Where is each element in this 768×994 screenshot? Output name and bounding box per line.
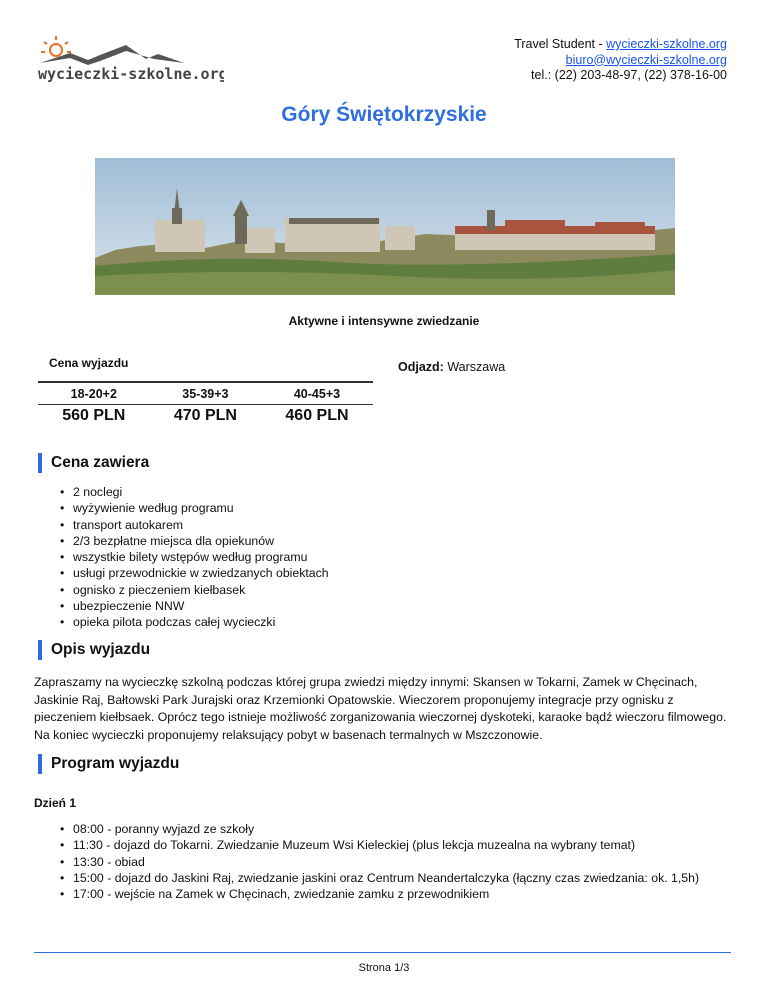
company-logo[interactable] bbox=[34, 33, 224, 85]
list-item: • transport autokarem bbox=[60, 517, 329, 533]
price-value: 560 PLN bbox=[62, 407, 126, 424]
list-item: • usługi przewodnickie w zwiedzanych obiektach bbox=[60, 565, 329, 581]
includes-list bbox=[60, 484, 329, 631]
program-heading: Program wyjazdu bbox=[38, 754, 179, 774]
price-label: Cena wyjazdu bbox=[49, 356, 129, 370]
list-item: • 17:00 - wejście na Zamek w Chęcinach, zwiedzanie zamku z przewodnikiem bbox=[60, 886, 699, 902]
list-item: • ubezpieczenie NNW bbox=[60, 598, 329, 614]
phone-text: tel.: (22) 203-48-97, (22) 378-16-00 bbox=[531, 68, 727, 82]
list-item: • 11:30 - dojazd do Tokarni. Zwiedzanie Muzeum Wsi Kieleckiej (plus lekcja muzealna na wybrany temat) bbox=[60, 837, 699, 853]
price-groups-row bbox=[38, 381, 373, 405]
price-value: 470 PLN bbox=[173, 407, 237, 424]
price-group: 35-39+3 bbox=[182, 387, 229, 401]
list-item: • 08:00 - poranny wyjazd ze szkoły bbox=[60, 821, 699, 837]
list-item: • 2/3 bezpłatne miejsca dla opiekunów bbox=[60, 533, 329, 549]
price-group: 18-20+2 bbox=[70, 387, 117, 401]
includes-heading: Cena zawiera bbox=[38, 453, 149, 473]
list-item: • 13:30 - obiad bbox=[60, 854, 699, 870]
departure-info bbox=[398, 360, 505, 374]
list-item: • opieka pilota podczas całej wycieczki bbox=[60, 614, 329, 630]
email-link[interactable]: biuro@wycieczki-szkolne.org bbox=[565, 52, 727, 67]
description-heading: Opis wyjazdu bbox=[38, 640, 150, 660]
trip-subtitle: Aktywne i intensywne zwiedzanie bbox=[288, 314, 480, 328]
price-value: 460 PLN bbox=[285, 407, 349, 424]
list-item: • wyżywienie według programu bbox=[60, 500, 329, 516]
price-values-row bbox=[38, 405, 373, 425]
company-name: Travel Student - bbox=[514, 37, 607, 51]
list-item: • 15:00 - dojazd do Jaskini Raj, zwiedzanie jaskini oraz Centrum Neandertalczyka (łączny czas zwiedzania: ok. 1,5h) bbox=[60, 870, 699, 886]
price-table bbox=[38, 381, 373, 425]
list-item: • 2 noclegi bbox=[60, 484, 329, 500]
panorama-photo bbox=[95, 158, 675, 295]
company-line bbox=[514, 37, 727, 53]
list-item: • wszystkie bilety wstępów według programu bbox=[60, 549, 329, 565]
logo-text: wycieczki-szkolne.org bbox=[38, 65, 224, 83]
page-number: Strona 1/3 bbox=[358, 962, 410, 974]
price-group: 40-45+3 bbox=[293, 387, 341, 401]
departure-value: Warszawa bbox=[443, 360, 506, 374]
program-list bbox=[60, 821, 699, 902]
description-text: Zapraszamy na wycieczkę szkolną podczas której grupa zwiedzi między innymi: Skansen w Tokarni, Zamek w Chęcinach, Jaskinie Raj, Bałtowski Park Jurajski oraz Krzemionki Opatowskie. Wieczorem proponujemy integracje przy ognisku z pieczeniem kiełbsaek. Oprócz tego istnieje możliwość zorganizowania wieczornej dyskoteki, karaoke bądź wieczoru filmowego. Na koniec wycieczki proponujemy relaksujący pobyt w basenach termalnych w Mszczonowie. bbox=[34, 675, 727, 742]
departure-label: Odjazd: bbox=[398, 360, 444, 374]
contact-block bbox=[514, 37, 727, 84]
list-item: • ognisko z pieczeniem kiełbasek bbox=[60, 582, 329, 598]
page-title: Góry Świętokrzyskie bbox=[281, 103, 487, 126]
sun-mountains-logo-icon bbox=[34, 33, 224, 85]
footer-divider bbox=[34, 952, 731, 953]
site-link[interactable]: wycieczki-szkolne.org bbox=[606, 37, 727, 51]
day-label: Dzień 1 bbox=[34, 796, 77, 810]
